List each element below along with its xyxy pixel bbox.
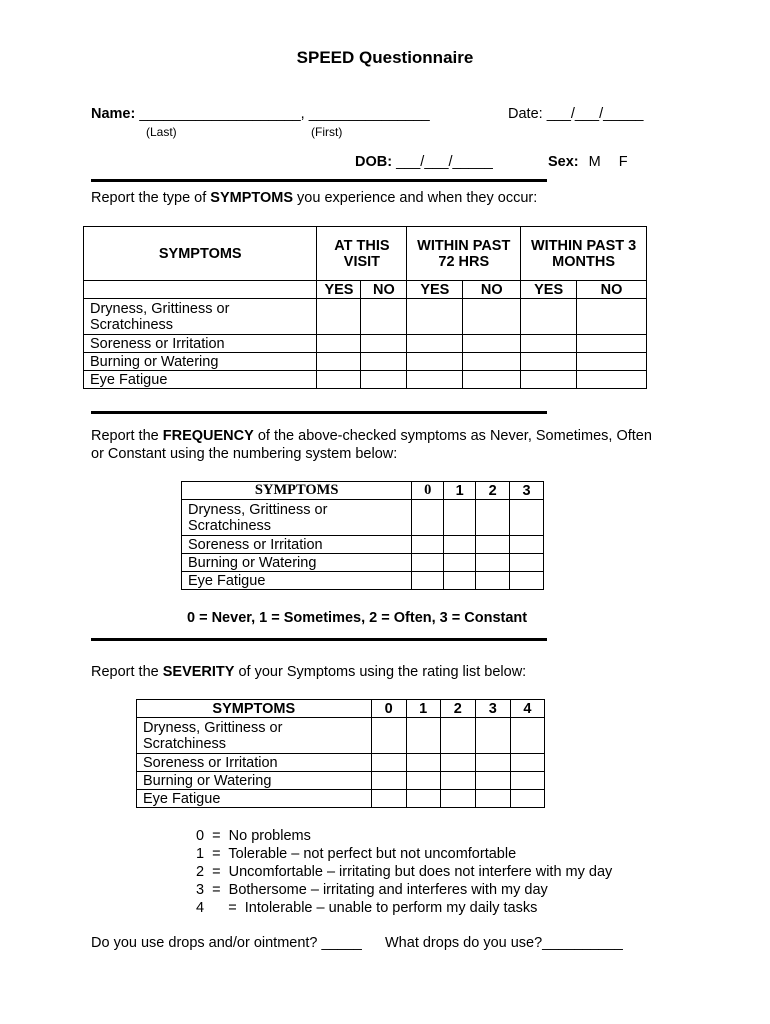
col-label: 72 HRS xyxy=(438,253,490,270)
last-label: (Last) xyxy=(146,125,177,139)
answer-cell[interactable] xyxy=(475,772,510,790)
answer-cell[interactable] xyxy=(407,353,463,371)
answer-cell[interactable] xyxy=(361,299,407,335)
col-label: AT THIS xyxy=(334,237,390,254)
intro-text: of the above-checked symptoms as Never, Sometimes, Often xyxy=(253,428,652,444)
col-symptoms: SYMPTOMS xyxy=(137,700,372,718)
answer-cell[interactable] xyxy=(361,371,407,389)
scale-0: 0 xyxy=(412,482,444,500)
answer-cell[interactable] xyxy=(407,371,463,389)
dob-field[interactable] xyxy=(355,154,493,170)
answer-cell[interactable] xyxy=(521,353,577,371)
drops-question[interactable]: Do you use drops and/or ointment? _____ xyxy=(91,935,362,951)
no-header: NO xyxy=(463,281,521,299)
answer-cell[interactable] xyxy=(317,353,361,371)
symptom-label xyxy=(182,500,412,536)
date-label: Date: xyxy=(508,106,543,122)
answer-cell[interactable] xyxy=(476,536,510,554)
answer-cell[interactable] xyxy=(577,371,647,389)
page-title: SPEED Questionnaire xyxy=(296,48,474,67)
answer-cell[interactable] xyxy=(444,500,476,536)
sex-option-f[interactable]: F xyxy=(618,154,628,170)
answer-cell[interactable] xyxy=(521,335,577,353)
answer-cell[interactable] xyxy=(476,554,510,572)
answer-cell[interactable] xyxy=(361,353,407,371)
answer-cell[interactable] xyxy=(510,754,544,772)
intro-keyword: SYMPTOMS xyxy=(210,190,294,206)
intro-text: Report the xyxy=(91,428,163,444)
answer-cell[interactable] xyxy=(510,554,544,572)
severity-legend-item: 3 = Bothersome – irritating and interferes with my day xyxy=(196,882,548,898)
symptom-label: Soreness or Irritation xyxy=(84,335,317,353)
symptom-label: Burning or Watering xyxy=(137,772,372,790)
col-within-3-months xyxy=(521,227,647,281)
answer-cell[interactable] xyxy=(371,718,406,754)
answer-cell[interactable] xyxy=(317,299,361,335)
answer-cell[interactable] xyxy=(577,299,647,335)
severity-legend-item: 2 = Uncomfortable – irritating but does not interfere with my day xyxy=(196,864,613,880)
answer-cell[interactable] xyxy=(444,554,476,572)
answer-cell[interactable] xyxy=(476,572,510,590)
sex-field[interactable] xyxy=(548,154,628,170)
symptom-text: Scratchiness xyxy=(188,517,272,534)
first-label: (First) xyxy=(311,125,343,139)
symptom-label: Burning or Watering xyxy=(182,554,412,572)
severity-legend-item: 0 = No problems xyxy=(196,828,311,844)
answer-cell[interactable] xyxy=(510,572,544,590)
name-field[interactable] xyxy=(91,106,430,122)
symptom-text: Dryness, Grittiness or xyxy=(90,300,230,317)
answer-cell[interactable] xyxy=(412,572,444,590)
no-header: NO xyxy=(577,281,647,299)
sex-label: Sex: xyxy=(548,154,579,170)
answer-cell[interactable] xyxy=(361,335,407,353)
scale-2: 2 xyxy=(440,700,475,718)
scale-3: 3 xyxy=(510,482,544,500)
answer-cell[interactable] xyxy=(371,772,406,790)
frequency-table xyxy=(181,481,544,590)
yes-header: YES xyxy=(407,281,463,299)
symptom-label: Soreness or Irritation xyxy=(137,754,372,772)
intro-text: of your Symptoms using the rating list below: xyxy=(234,664,527,680)
answer-cell[interactable] xyxy=(463,335,521,353)
col-label: MONTHS xyxy=(552,253,615,270)
answer-cell[interactable] xyxy=(463,299,521,335)
scale-3: 3 xyxy=(475,700,510,718)
yes-header: YES xyxy=(521,281,577,299)
answer-cell[interactable] xyxy=(406,754,440,772)
answer-cell[interactable] xyxy=(463,371,521,389)
section3-intro xyxy=(91,664,526,680)
answer-cell[interactable] xyxy=(317,335,361,353)
answer-cell[interactable] xyxy=(406,718,440,754)
col-within-72-hrs xyxy=(407,227,521,281)
name-label: Name: xyxy=(91,106,136,122)
which-drops-question[interactable]: What drops do you use?__________ xyxy=(385,935,623,951)
intro-text: Report the xyxy=(91,664,163,680)
name-blanks: ____________________, _______________ xyxy=(139,106,430,122)
col-label: WITHIN PAST 3 xyxy=(530,237,637,254)
scale-2: 2 xyxy=(476,482,510,500)
answer-cell[interactable] xyxy=(577,335,647,353)
section2-intro-line2: or Constant using the numbering system below: xyxy=(91,446,398,462)
symptoms-timing-table xyxy=(83,226,647,389)
intro-keyword: SEVERITY xyxy=(162,664,235,680)
yes-header: YES xyxy=(317,281,361,299)
symptom-label: Eye Fatigue xyxy=(137,790,372,808)
answer-cell[interactable] xyxy=(407,299,463,335)
date-blank: ___/___/_____ xyxy=(546,106,644,122)
sex-option-m[interactable]: M xyxy=(588,154,601,170)
symptom-label: Soreness or Irritation xyxy=(182,536,412,554)
col-symptoms: SYMPTOMS xyxy=(84,227,317,281)
answer-cell[interactable] xyxy=(412,500,444,536)
answer-cell[interactable] xyxy=(406,772,440,790)
answer-cell[interactable] xyxy=(317,371,361,389)
answer-cell[interactable] xyxy=(510,500,544,536)
symptom-text: Dryness, Grittiness or xyxy=(143,719,283,736)
answer-cell[interactable] xyxy=(371,754,406,772)
answer-cell[interactable] xyxy=(577,353,647,371)
intro-text: you experience and when they occur: xyxy=(293,190,538,206)
answer-cell[interactable] xyxy=(407,335,463,353)
answer-cell[interactable] xyxy=(475,754,510,772)
date-field[interactable] xyxy=(508,106,643,122)
scale-0: 0 xyxy=(371,700,406,718)
answer-cell[interactable] xyxy=(463,353,521,371)
symptom-label xyxy=(137,718,372,754)
header-spacer xyxy=(84,281,317,299)
col-label: WITHIN PAST xyxy=(417,237,511,254)
scale-1: 1 xyxy=(406,700,440,718)
answer-cell[interactable] xyxy=(510,772,544,790)
answer-cell[interactable] xyxy=(440,718,475,754)
divider xyxy=(91,411,547,414)
symptom-label: Burning or Watering xyxy=(84,353,317,371)
answer-cell[interactable] xyxy=(412,536,444,554)
symptom-text: Scratchiness xyxy=(90,316,174,333)
answer-cell[interactable] xyxy=(510,790,544,808)
intro-text: Report the type of xyxy=(91,190,211,206)
col-symptoms: SYMPTOMS xyxy=(182,482,412,500)
col-label: VISIT xyxy=(343,253,381,270)
severity-table xyxy=(136,699,545,808)
answer-cell[interactable] xyxy=(444,536,476,554)
answer-cell[interactable] xyxy=(521,371,577,389)
symptom-label xyxy=(84,299,317,335)
dob-label: DOB: xyxy=(355,154,393,170)
answer-cell[interactable] xyxy=(371,790,406,808)
scale-1: 1 xyxy=(444,482,476,500)
symptom-label: Eye Fatigue xyxy=(84,371,317,389)
symptom-text: Dryness, Grittiness or xyxy=(188,501,328,518)
scale-4: 4 xyxy=(510,700,544,718)
section2-intro xyxy=(91,428,652,444)
answer-cell[interactable] xyxy=(475,790,510,808)
answer-cell[interactable] xyxy=(412,554,444,572)
answer-cell[interactable] xyxy=(521,299,577,335)
col-at-this-visit xyxy=(317,227,407,281)
answer-cell[interactable] xyxy=(510,536,544,554)
section1-intro xyxy=(91,190,537,206)
answer-cell[interactable] xyxy=(476,500,510,536)
answer-cell[interactable] xyxy=(440,790,475,808)
answer-cell[interactable] xyxy=(475,718,510,754)
answer-cell[interactable] xyxy=(440,772,475,790)
frequency-legend: 0 = Never, 1 = Sometimes, 2 = Often, 3 = Constant xyxy=(187,610,528,626)
answer-cell[interactable] xyxy=(440,754,475,772)
intro-keyword: FREQUENCY xyxy=(162,428,254,444)
symptom-text: Scratchiness xyxy=(143,735,227,752)
severity-legend-item: 1 = Tolerable – not perfect but not uncomfortable xyxy=(196,846,517,862)
answer-cell[interactable] xyxy=(510,718,544,754)
divider xyxy=(91,179,547,182)
answer-cell[interactable] xyxy=(444,572,476,590)
no-header: NO xyxy=(361,281,407,299)
answer-cell[interactable] xyxy=(406,790,440,808)
symptom-label: Eye Fatigue xyxy=(182,572,412,590)
dob-blank: ___/___/_____ xyxy=(396,154,493,170)
divider xyxy=(91,638,547,641)
severity-legend-item: 4 = Intolerable – unable to perform my daily tasks xyxy=(196,900,538,916)
